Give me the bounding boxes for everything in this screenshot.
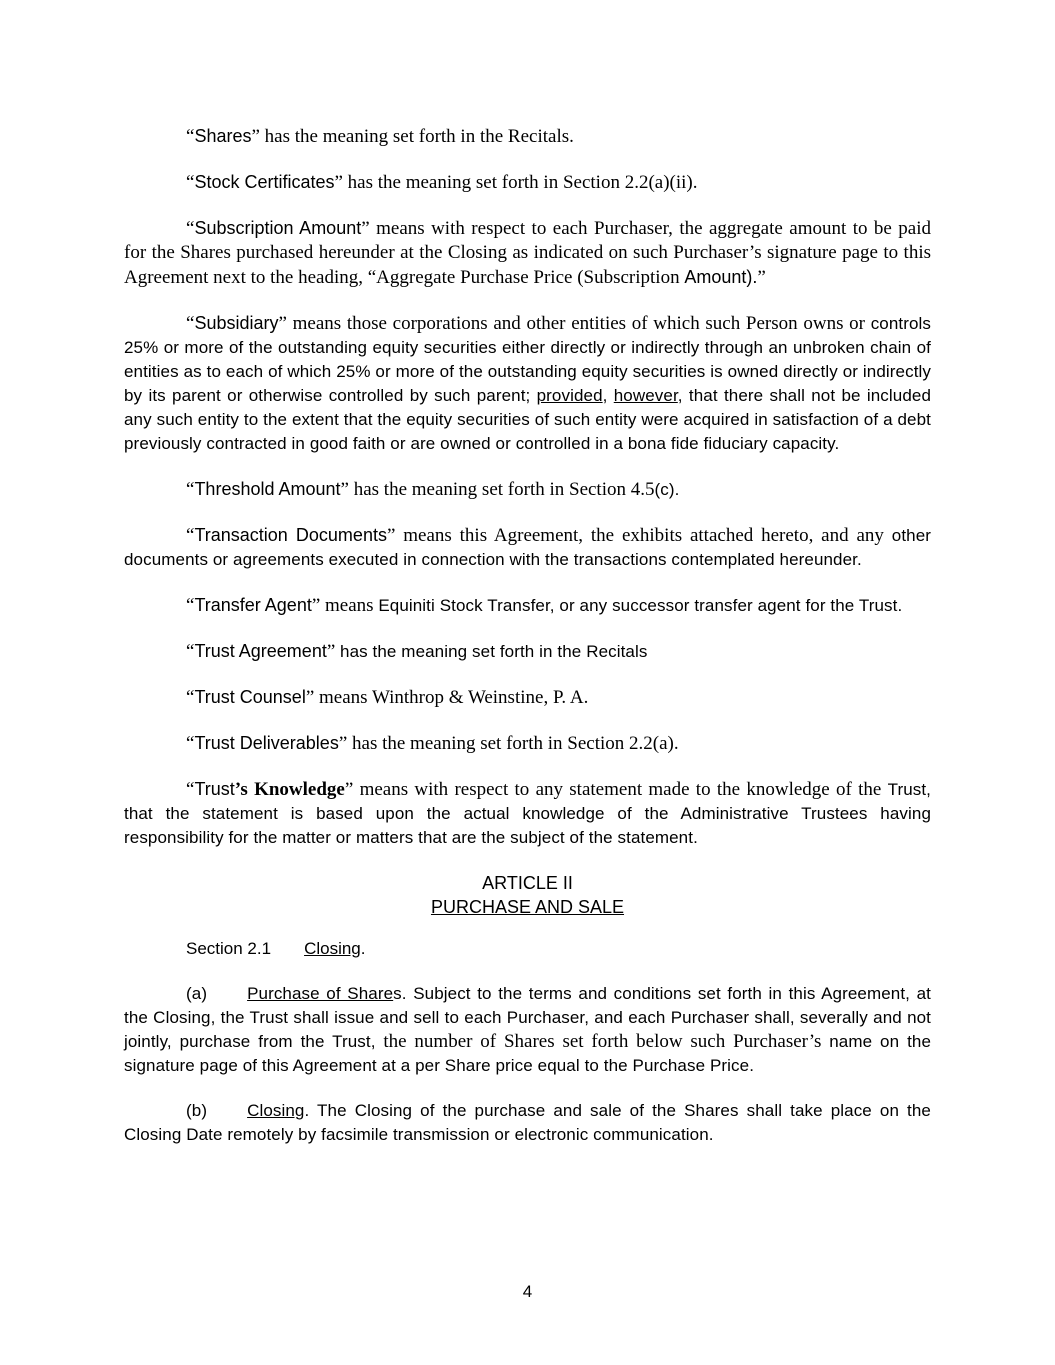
article-heading [124, 871, 931, 919]
defined-term: Transaction Documents [194, 525, 387, 545]
definition-trust-agreement: “Trust Agreement” has the meaning set forth in the Recitals [186, 641, 648, 662]
definition-text-sans: Equiniti Stock Transfer, or any successor transfer agent for the Trust. [378, 596, 903, 615]
paragraph-heading: Closing [247, 1101, 305, 1120]
paragraph-label: (a) [186, 984, 208, 1003]
defined-term-bold: ’s Knowledge [234, 779, 345, 800]
definition-text-tail: (c). [654, 480, 680, 499]
defined-term: Trust Deliverables [194, 733, 339, 753]
definition-text-tail: Amount). [684, 267, 758, 287]
definition-trust-counsel: “Trust Counsel” means Winthrop & Weinstine, P. A. [186, 687, 589, 708]
paragraph-text-sans-2: name on the signature page of this Agreement at a per Share price equal to the Purchase Price. [124, 1032, 931, 1075]
definition-text: means [325, 595, 374, 616]
defined-term: Subsidiary [194, 313, 279, 333]
definition-transaction-documents: “Transaction Documents” means this Agreement, the exhibits attached hereto, and any other documents or agreements executed in connection with the transactions contemplated hereunder. [124, 525, 932, 569]
definition-text: means with respect to each Purchaser, the aggregate amount to be paid for the Shares purchased hereunder at the Closing as indicated on such Purchaser’s signature page to this Agreement next to the heading, “Aggregate Purchase Price (Subscription [124, 218, 931, 288]
closing-quote: ” [757, 267, 766, 288]
defined-term: Threshold Amount [194, 479, 341, 499]
paragraph-b [124, 1099, 931, 1147]
definition-text: has the meaning set forth in Section 4.5 [353, 479, 655, 500]
paragraph-text-serif: the number of Shares set forth below such Purchaser’s [383, 1031, 822, 1052]
definition-subsidiary: “Subsidiary” means those corporations and other entities of which such Person owns or controls 25% or more of the outstanding equity securities either directly or indirectly through an unbroken chain of entities as to each of which 25% or more of the outstanding equity securities is owned directly or indirectly by its parent or otherwise controlled by such parent; provided, however, that there shall not be included any such entity to the extent that the equity securities of such entity were acquired in satisfaction of a debt previously contracted in good faith or are owned or controlled in a bona fide fiduciary capacity. [124, 313, 932, 453]
section-title: Closing [304, 939, 361, 958]
section-number: Section 2.1 [186, 939, 272, 958]
definition-text: has the meaning set forth in Section 2.2(a)(ii). [347, 172, 698, 193]
page-number: 4 [522, 1282, 533, 1301]
definition-shares: “Shares” has the meaning set forth in the Recitals. [186, 126, 574, 147]
definition-threshold-amount: “Threshold Amount” has the meaning set forth in Section 4.5(c). [186, 479, 680, 500]
paragraph-label: (b) [186, 1101, 208, 1120]
definition-text-sans: controls 25% or more of the outstanding equity securities either directly or indirectly through an unbroken chain of entities as to each of which 25% or more of the outstanding equity securities is owned directly or indirectly by its parent or otherwise controlled by such parent; [124, 314, 932, 405]
defined-term: Transfer Agent [194, 595, 312, 615]
paragraph-heading: Purchase of Share [247, 984, 394, 1003]
definition-text: has the meaning set forth in the Recitals [340, 642, 648, 661]
definition-text-sans-2: , that there shall not be included any such entity to the extent that the equity securities of such entity were acquired in satisfaction of a debt previously contracted in good faith or are owned or controlled in a bona fide fiduciary capacity. [124, 386, 931, 453]
defined-term: Trust [194, 779, 235, 799]
defined-term: Trust Counsel [194, 687, 306, 707]
definition-text: has the meaning set forth in the Recitals. [264, 126, 574, 147]
definition-text: means this Agreement, the exhibits attached hereto, and any [403, 525, 884, 546]
definition-text-sans: other documents or agreements executed in connection with the transactions contemplated hereunder. [124, 526, 932, 569]
article-number: ARTICLE II [482, 873, 573, 893]
definition-text: means Winthrop & Weinstine, P. A. [319, 687, 589, 708]
defined-term: Subscription Amount [194, 218, 362, 238]
paragraph-a: (a) Purchase of Shares. Subject to the terms and conditions set forth in this Agreement, at the Closing, the Trust shall issue and sell to each Purchaser, and each Purchaser shall, severally and not jointly, purchase from the Trust, the number of Shares set forth below such Purchaser’s name on the signature page of this Agreement at a per Share price equal to the Purchase Price. [124, 984, 931, 1075]
provided-term: provided [536, 386, 603, 405]
paragraph-text-sans: . Subject to the terms and conditions set forth in this Agreement, at the Closing, the Trust shall issue and sell to each Purchaser, and each Purchaser shall, severally and not jointly, purchase from the Trust, [124, 984, 931, 1051]
defined-term: Trust Agreement [194, 641, 327, 661]
section-heading: Section 2.1 Closing. [186, 939, 366, 958]
definition-trusts-knowledge: “Trust’s Knowledge” means with respect to any statement made to the knowledge of the Trust, that the statement is based upon the actual knowledge of the Administrative Trustees having responsibility for the matter or matters that are the subject of the statement. [124, 779, 932, 847]
definition-text-sans: Trust, that the statement is based upon the actual knowledge of the Administrative Trustees having responsibility for the matter or matters that are the subject of the statement. [124, 780, 932, 847]
defined-term: Shares [194, 126, 252, 146]
definition-text: means with respect to any statement made to the knowledge of the [359, 779, 882, 800]
definition-subscription-amount: “Subscription Amount” means with respect to each Purchaser, the aggregate amount to be paid for the Shares purchased hereunder at the Closing as indicated on such Purchaser’s signature page to this Agreement next to the heading, “Aggregate Purchase Price (Subscription Amount).” [124, 218, 931, 288]
however-term: however [613, 386, 678, 405]
paragraph-text: . The Closing of the purchase and sale of the Shares shall take place on the Closing Date remotely by facsimile transmission or electronic communication. [124, 1101, 931, 1144]
definition-transfer-agent: “Transfer Agent” means Equiniti Stock Transfer, or any successor transfer agent for the Trust. [186, 595, 903, 616]
definition-text: has the meaning set forth in Section 2.2(a). [352, 733, 679, 754]
definition-stock-certificates: “Stock Certificates” has the meaning set forth in Section 2.2(a)(ii). [186, 172, 698, 193]
definition-text: means those corporations and other entities of which such Person owns or [292, 313, 865, 334]
defined-term: Stock Certificates [194, 172, 335, 192]
document-page [124, 124, 931, 1168]
article-title: PURCHASE AND SALE [430, 897, 625, 917]
definition-trust-deliverables: “Trust Deliverables” has the meaning set forth in Section 2.2(a). [186, 733, 679, 754]
